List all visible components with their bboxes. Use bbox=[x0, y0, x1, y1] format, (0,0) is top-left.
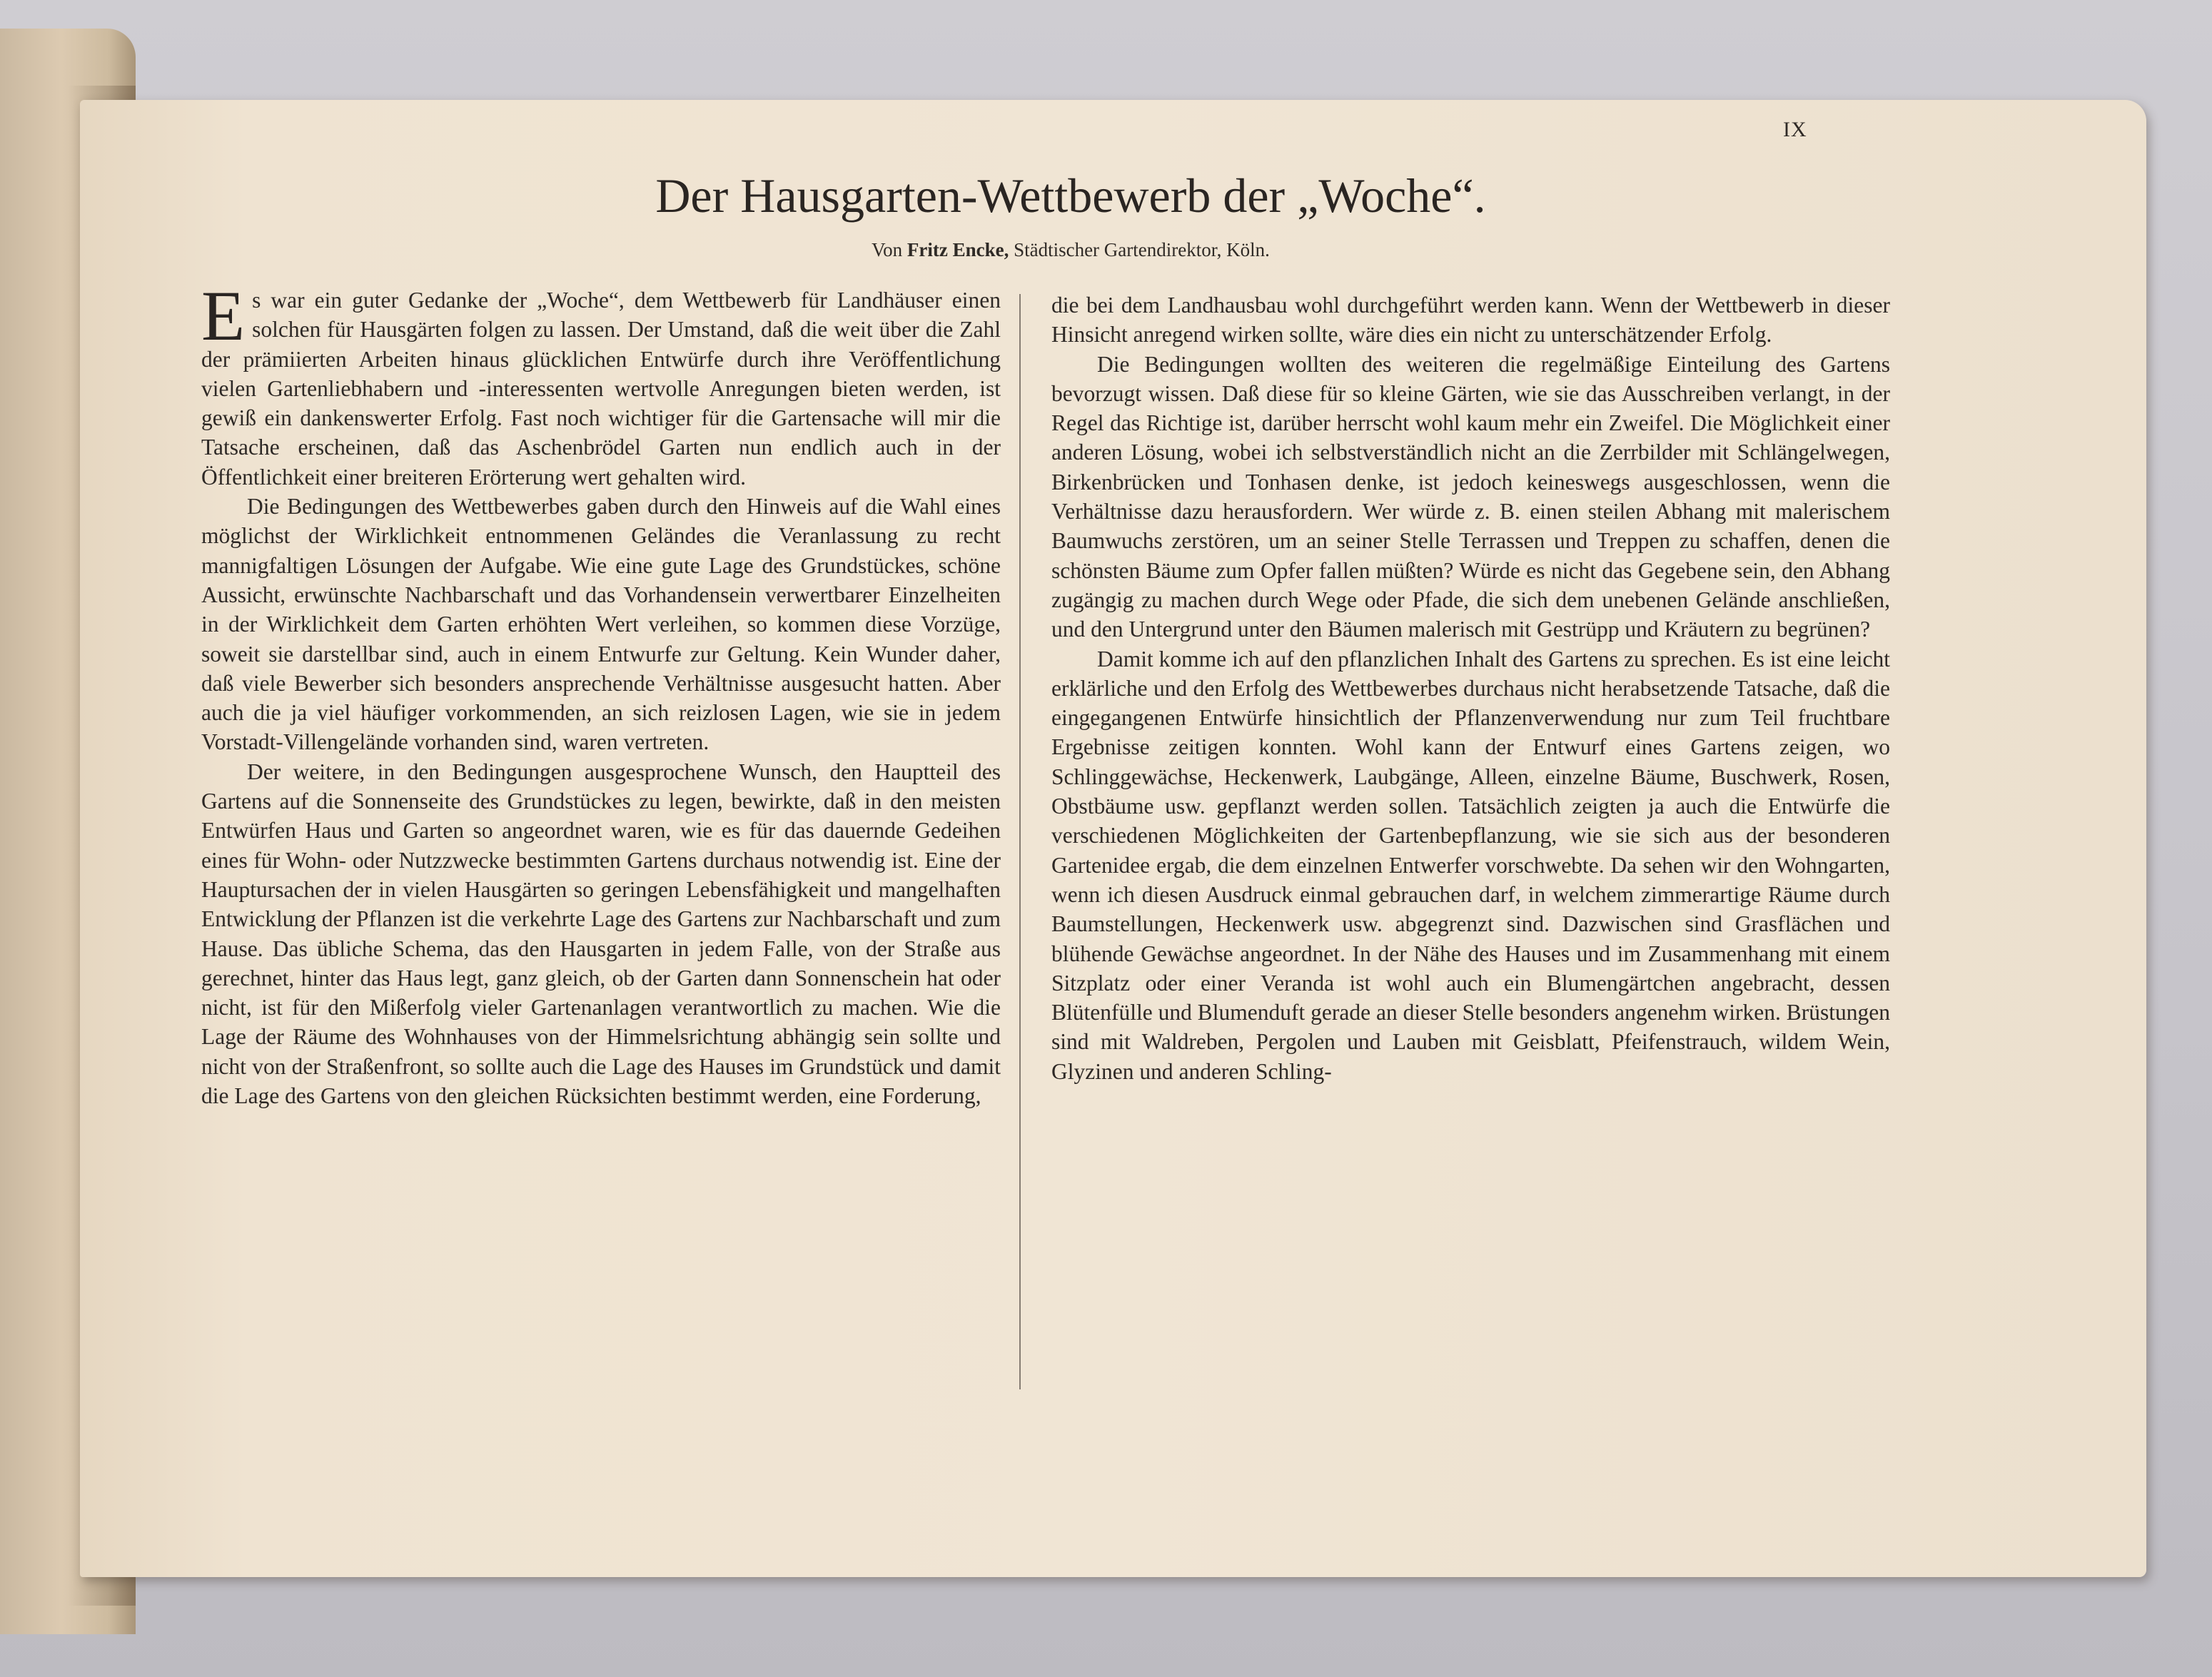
article-title: Der Hausgarten-Wettbewerb der „Woche“. bbox=[655, 168, 1486, 223]
paragraph: Damit komme ich auf den pflanzlichen Inhalt des Gartens zu sprechen. Es ist eine leicht erklärliche und den Erfolg des Wettbewerbes durchaus nicht herabsetzende Tatsache, daß die eingegangenen Entwürfe hinsichtlich der Pflanzenverwendung nur zum Teil fruchtbare Ergebnisse zeitigen konnten. Wohl kann der Entwurf eines Gartens zeigen, wo Schlinggewächse, Heckenwerk, Laubgänge, Alleen, einzelne Bäume, Buschwerk, Rosen, Obstbäume usw. gepflanzt werden sollen. Tatsächlich zeigten ja auch die Entwürfe die verschiedenen Möglichkeiten der Gartenbepflanzung, wie sie sich aus der besonderen Gartenidee ergab, die dem einzelnen Entwerfer vorschwebte. Da sehen wir den Wohngarten, wenn ich diesen Ausdruck einmal gebrauchen darf, in welchem zimmerartige Räume durch Baumstellungen, Heckenwerk usw. abgegrenzt sind. Dazwischen sind Grasflächen und blühende Gewächse angeordnet. In der Nähe des Hauses und im Zusammenhang mit einem Sitzplatz oder einer Veranda ist wohl auch ein Blumengärtchen angebracht, dessen Blütenfülle und Blumenduft gerade an dieser Stelle besonders angenehm wirken. Brüstungen sind mit Waldreben, Pergolen und Lauben mit Geisblatt, Pfeifenstrauch, wildem Wein, Glyzinen und anderen Schling- bbox=[1051, 646, 1890, 1084]
right-column bbox=[1051, 290, 1890, 1086]
paragraph-text: s war ein guter Gedanke der „Woche“, dem Wettbewerb für Landhäuser einen solchen für Hausgärten folgen zu lassen. Der Umstand, daß die weit über die Zahl der prämiierten Arbeiten hinaus glücklichen Entwürfe durch ihre Veröffentlichung vielen Gartenliebhabern und -interessenten wertvolle Anregungen bieten werden, ist gewiß ein dankenswerter Erfolg. Fast noch wichtiger für die Gartensache will mir die Tatsache erscheinen, daß das Aschenbrödel Garten nun endlich auch in der Öffentlichkeit einer breiteren Erörterung wert gehalten wird. bbox=[201, 288, 1001, 490]
byline bbox=[107, 239, 2034, 261]
left-column bbox=[201, 276, 1001, 1110]
byline-suffix: Städtischer Gartendirektor, Köln. bbox=[1014, 239, 1270, 260]
drop-cap: E bbox=[201, 276, 246, 355]
paragraph: Der weitere, in den Bedingungen ausgesprochene Wunsch, den Hauptteil des Gartens auf die Sonnenseite des Grundstückes zu legen, bewirkte, daß in den meisten Entwürfen Haus und Garten so angeordnet waren, wie es für das dauernde Gedeihen eines für Wohn- oder Nutzzwecke bestimmten Gartens durchaus notwendig ist. Eine der Hauptursachen der in vielen Hausgärten so geringen Lebensfähigkeit und mangelhaften Entwicklung der Pflanzen ist die verkehrte Lage des Gartens zur Nachbarschaft und zum Hause. Das übliche Schema, das den Hausgarten in jedem Falle, von der Straße aus gerechnet, hinter das Haus legt, ganz gleich, ob der Garten dann Sonnenschein hat oder nicht, ist für den Mißerfolg vieler Gartenanlagen verantwortlich zu machen. Wie die Lage der Räume des Wohnhauses von der Himmelsrichtung abhängig sein sollte und nicht von der Straßenfront, so sollte auch die Lage des Hauses im Grundstück und damit die Lage des Gartens von den gleichen Rücksichten bestimmt werden, eine Forderung, bbox=[201, 759, 1001, 1109]
byline-author: Fritz Encke, bbox=[906, 239, 1009, 260]
paragraph: Die Bedingungen wollten des weiteren die regelmäßige Einteilung des Gartens bevorzugt wissen. Daß diese für so kleine Gärten, wie sie das Ausschreiben verlangt, in der Regel das Richtige ist, darüber herrscht wohl kaum mehr ein Zweifel. Die Möglichkeit einer anderen Lösung, wobei ich selbstverständlich nicht an die Zerrbilder mit Schlängelwegen, Birkenbrücken und Tonhasen denke, ist jedoch keineswegs ausgeschlossen, wenn die Verhältnisse dazu herausfordern. Wer würde z. B. einen steilen Abhang mit malerischem Baumwuchs zerstören, um an seiner Stelle Terrassen und Treppen zu schaffen, denen die schönsten Bäume zum Opfer fallen müßten? Würde es nicht das Gegebene sein, den Abhang zugängig zu machen durch Wege oder Pfade, die sich dem unebenen Gelände anschließen, und den Untergrund unter den Bäumen malerisch mit Gestrüpp und Kräutern zu begrünen? bbox=[1051, 351, 1890, 642]
paragraph: die bei dem Landhausbau wohl durchgeführt werden kann. Wenn der Wettbewerb in dieser Hinsicht anregend wirken sollte, wäre dies ein nicht zu unterschätzender Erfolg. bbox=[1051, 293, 1890, 348]
paragraph: Die Bedingungen des Wettbewerbes gaben durch den Hinweis auf die Wahl eines möglichst der Wirklichkeit entnommenen Geländes die Veranlassung zu recht mannigfaltigen Lösungen der Aufgabe. Wie eine gute Lage des Grundstückes, schöne Aussicht, erwünschte Nachbarschaft und das Vorhandensein verwertbarer Einzelheiten in der Wirklichkeit dem Garten erhöhten Wert verleihen, so kommen diese Vorzüge, soweit sie darstellbar sind, auch in einem Entwurfe zur Geltung. Kein Wunder daher, daß viele Bewerber sich besonders ansprechende Verhältnisse ausgesucht hatten. Aber auch die ja viel häufiger vorkommenden, an sich reizlosen Lagen, wie sie in jedem Vorstadt-Villengelände vorhanden sind, waren vertreten. bbox=[201, 494, 1001, 755]
paragraph bbox=[201, 276, 1001, 492]
page-number: IX bbox=[1783, 118, 1807, 141]
column-divider bbox=[1019, 294, 1021, 1389]
byline-prefix: Von bbox=[872, 239, 903, 260]
